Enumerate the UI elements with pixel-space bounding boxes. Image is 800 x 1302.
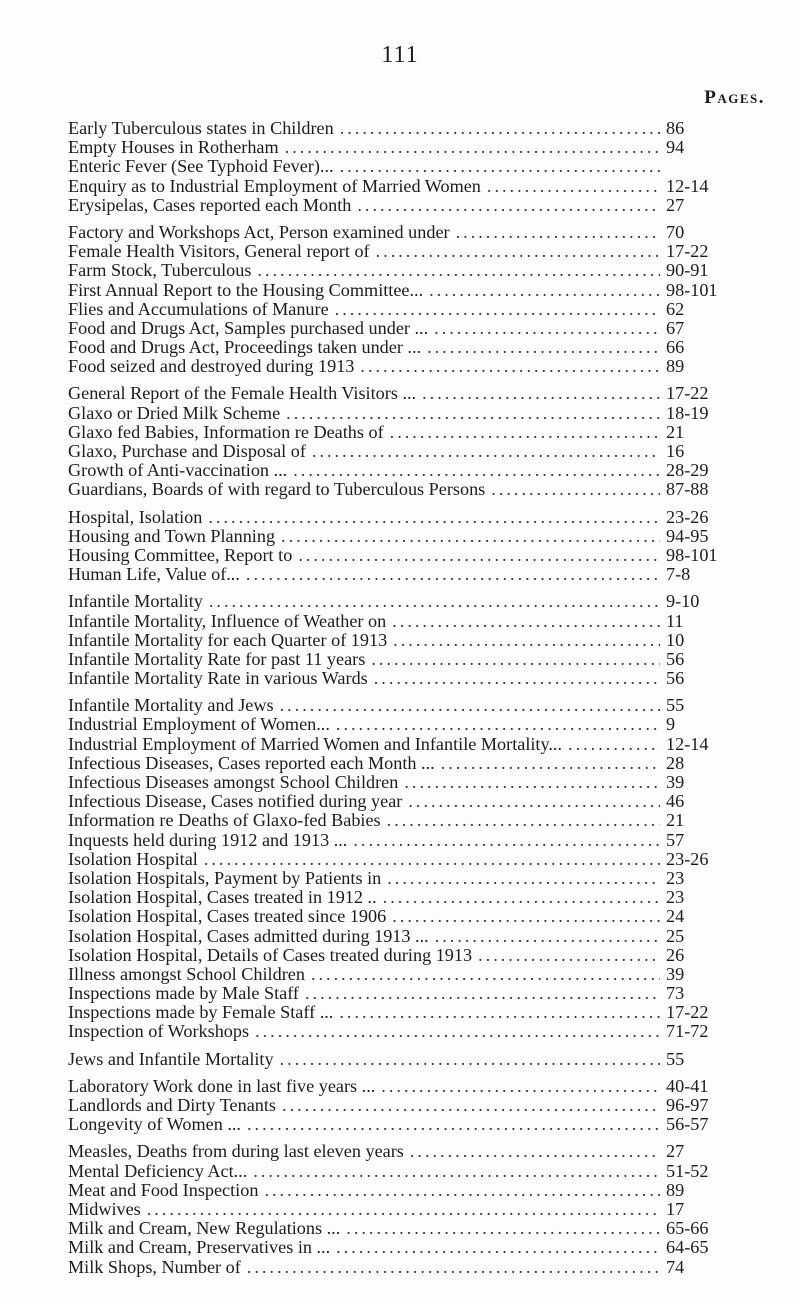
entry-pages: 18-19 (666, 402, 709, 423)
entry-title: Midwives (68, 1198, 141, 1219)
entry-title: Infectious Disease, Cases notified during year (68, 791, 403, 812)
entry-pages: 94 (666, 137, 685, 158)
entry-title: Glaxo fed Babies, Information re Deaths of (68, 421, 384, 442)
dot-leader (456, 223, 660, 242)
entry-pages: 62 (666, 298, 685, 319)
index-entry (68, 423, 740, 442)
dot-leader (387, 811, 660, 830)
entry-pages: 89 (666, 356, 685, 377)
dot-leader (312, 442, 660, 461)
index-entry (68, 1238, 740, 1257)
pages-column-header: Pages. (704, 87, 765, 108)
entry-pages: 17-22 (666, 241, 709, 262)
index-entry (68, 1077, 740, 1096)
entry-pages: 23 (666, 867, 685, 888)
entry-title: Human Life, Value of... (68, 564, 240, 585)
dot-leader (427, 338, 660, 357)
index-group (68, 592, 740, 688)
entry-pages: 17-22 (666, 1002, 709, 1023)
index-entry (68, 442, 740, 461)
dot-leader (404, 773, 660, 792)
dot-leader (392, 907, 660, 926)
index-entry (68, 650, 740, 669)
entry-title: Infantile Mortality and Jews (68, 695, 274, 716)
entry-title: Food and Drugs Act, Proceedings taken under ... (68, 337, 422, 358)
index-entry (68, 869, 740, 888)
index-entry (68, 1022, 740, 1041)
entry-pages: 71-72 (666, 1021, 709, 1042)
entry-title: Erysipelas, Cases reported each Month (68, 194, 352, 215)
index-entry (68, 138, 740, 157)
entry-pages: 56-57 (666, 1114, 709, 1135)
index-entry (68, 404, 740, 423)
index-entry (68, 1219, 740, 1238)
dot-leader (340, 157, 660, 176)
index-entry (68, 696, 740, 715)
entry-title: Jews and Infantile Mortality (68, 1048, 274, 1069)
dot-leader (383, 888, 660, 907)
index-list (68, 119, 740, 1285)
page-number: 111 (381, 42, 419, 68)
entry-title: Isolation Hospitals, Payment by Patients in (68, 867, 382, 888)
entry-pages: 12-14 (666, 175, 709, 196)
dot-leader (298, 546, 660, 565)
entry-title: Inspections made by Female Staff ... (68, 1002, 334, 1023)
entry-title: Housing Committee, Report to (68, 544, 293, 565)
dot-leader (487, 177, 660, 196)
entry-pages: 51-52 (666, 1160, 709, 1181)
dot-leader (257, 261, 660, 280)
dot-leader (357, 196, 660, 215)
entry-pages: 23 (666, 887, 685, 908)
entry-pages: 28-29 (666, 460, 709, 481)
dot-leader (410, 1142, 660, 1161)
index-entry (68, 811, 740, 830)
index-entry (68, 1003, 740, 1022)
entry-title: Glaxo or Dried Milk Scheme (68, 402, 281, 423)
index-entry (68, 1200, 740, 1219)
index-entry (68, 927, 740, 946)
entry-title: Farm Stock, Tuberculous (68, 260, 252, 281)
dot-leader (429, 281, 660, 300)
dot-leader (335, 300, 660, 319)
dot-leader (280, 696, 660, 715)
index-entry (68, 773, 740, 792)
entry-pages: 28 (666, 752, 685, 773)
entry-title: Milk and Cream, Preservatives in ... (68, 1237, 331, 1258)
dot-leader (264, 1181, 660, 1200)
entry-pages: 73 (666, 983, 685, 1004)
entry-pages: 25 (666, 925, 685, 946)
index-entry (68, 669, 740, 688)
entry-pages: 16 (666, 441, 685, 461)
entry-title: Landlords and Dirty Tenants (68, 1095, 277, 1115)
index-entry (68, 612, 740, 631)
entry-title: Infantile Mortality, Influence of Weather on (68, 610, 387, 631)
entry-title: Isolation Hospital, Details of Cases treated during 1913 (68, 944, 473, 965)
entry-title: Food seized and destroyed during 1913 (68, 356, 355, 377)
dot-leader (387, 869, 660, 888)
entry-pages: 96-97 (666, 1095, 709, 1115)
entry-pages: 26 (666, 944, 685, 965)
index-entry (68, 735, 740, 754)
index-entry (68, 715, 740, 734)
entry-pages: 9-10 (666, 591, 700, 612)
dot-leader (336, 1238, 660, 1257)
index-entry (68, 1142, 740, 1161)
index-entry (68, 338, 740, 357)
entry-title: Empty Houses in Rotherham (68, 137, 279, 158)
index-entry (68, 319, 740, 338)
entry-title: Inquests held during 1912 and 1913 ... (68, 829, 348, 850)
entry-title: First Annual Report to the Housing Committee... (68, 279, 424, 300)
entry-pages: 23-26 (666, 506, 709, 527)
index-group (68, 119, 740, 215)
entry-title: Illness amongst School Children (68, 963, 305, 984)
entry-pages: 66 (666, 337, 685, 358)
dot-leader (360, 357, 660, 376)
dot-leader (376, 242, 660, 261)
entry-title: Infantile Mortality Rate in various Wards (68, 668, 368, 689)
entry-title: Industrial Employment of Married Women and Infantile Mortality... (68, 733, 563, 754)
entry-pages: 86 (666, 118, 685, 138)
dot-leader (336, 715, 660, 734)
entry-title: Meat and Food Inspection (68, 1179, 259, 1200)
entry-pages: 21 (666, 810, 685, 831)
index-entry (68, 1181, 740, 1200)
index-entry (68, 242, 740, 261)
entry-title: Isolation Hospital (68, 848, 198, 869)
dot-leader (281, 527, 660, 546)
index-group (68, 384, 740, 499)
index-entry (68, 907, 740, 926)
entry-pages: 65-66 (666, 1218, 709, 1239)
entry-pages: 17-22 (666, 383, 709, 404)
index-entry (68, 888, 740, 907)
entry-pages: 24 (666, 906, 685, 927)
dot-leader (208, 508, 660, 527)
index-entry (68, 461, 740, 480)
entry-title: Guardians, Boards of with regard to Tuberculous Persons (68, 479, 486, 500)
entry-pages: 12-14 (666, 733, 709, 754)
dot-leader (285, 138, 660, 157)
entry-pages: 90-91 (666, 260, 709, 281)
entry-pages: 40-41 (666, 1075, 709, 1096)
dot-leader (209, 592, 660, 611)
dot-leader (339, 1003, 660, 1022)
index-group (68, 1077, 740, 1135)
entry-title: Industrial Employment of Women... (68, 714, 330, 735)
entry-pages: 56 (666, 648, 685, 669)
index-entry (68, 1162, 740, 1181)
entry-title: Enquiry as to Industrial Employment of Married Women (68, 175, 481, 196)
index-entry (68, 965, 740, 984)
entry-pages: 94-95 (666, 525, 709, 546)
entry-title: Laboratory Work done in last five years ... (68, 1075, 376, 1096)
entry-pages: 98-101 (666, 544, 718, 565)
dot-leader (311, 965, 660, 984)
dot-leader (255, 1022, 660, 1041)
entry-title: Inspections made by Male Staff (68, 983, 299, 1004)
entry-title: Infectious Diseases amongst School Children (68, 772, 399, 792)
dot-leader (246, 565, 660, 584)
entry-pages: 74 (666, 1256, 685, 1277)
entry-title: Isolation Hospital, Cases admitted during 1913 ... (68, 925, 429, 946)
entry-pages: 87-88 (666, 479, 709, 500)
entry-pages: 67 (666, 317, 685, 338)
entry-title: General Report of the Female Health Visitors ... (68, 383, 417, 404)
index-entry (68, 223, 740, 242)
entry-pages: 56 (666, 668, 685, 689)
index-entry (68, 480, 740, 499)
index-group (68, 1142, 740, 1276)
entry-title: Isolation Hospital, Cases treated in 1912 .. (68, 887, 377, 908)
entry-title: Milk and Cream, New Regulations ... (68, 1218, 341, 1239)
index-entry (68, 565, 740, 584)
dot-leader (393, 631, 660, 650)
entry-title: Infectious Diseases, Cases reported each Month ... (68, 752, 435, 773)
dot-leader (280, 1050, 660, 1069)
dot-leader (491, 480, 660, 499)
index-entry (68, 1115, 740, 1134)
entry-title: Information re Deaths of Glaxo-fed Babies (68, 810, 381, 831)
dot-leader (374, 669, 660, 688)
entry-title: Female Health Visitors, General report of (68, 241, 370, 262)
entry-title: Measles, Deaths from during last eleven years (68, 1141, 404, 1162)
index-entry (68, 792, 740, 811)
index-entry (68, 157, 740, 176)
dot-leader (381, 1077, 660, 1096)
dot-leader (305, 984, 660, 1003)
index-entry (68, 984, 740, 1003)
dot-leader (422, 384, 660, 403)
dot-leader (392, 612, 660, 631)
dot-leader (293, 461, 660, 480)
dot-leader (478, 946, 660, 965)
dot-leader (408, 792, 660, 811)
dot-leader (247, 1115, 660, 1134)
entry-title: Early Tuberculous states in Children (68, 118, 334, 138)
entry-title: Growth of Anti-vaccination ... (68, 460, 288, 481)
dot-leader (390, 423, 660, 442)
index-entry (68, 119, 740, 138)
entry-title: Hospital, Isolation (68, 506, 203, 527)
entry-pages: 9 (666, 714, 676, 735)
dot-leader (434, 319, 660, 338)
index-entry (68, 196, 740, 215)
entry-title: Mental Deficiency Act... (68, 1160, 248, 1181)
entry-title: Milk Shops, Number of (68, 1256, 241, 1277)
entry-title: Glaxo, Purchase and Disposal of (68, 441, 306, 461)
dot-leader (346, 1219, 660, 1238)
index-entry (68, 546, 740, 565)
index-group (68, 223, 740, 377)
entry-pages: 98-101 (666, 279, 718, 300)
index-entry (68, 946, 740, 965)
entry-pages: 10 (666, 629, 685, 650)
index-entry (68, 261, 740, 280)
entry-title: Longevity of Women ... (68, 1114, 241, 1135)
index-entry (68, 592, 740, 611)
index-entry (68, 1050, 740, 1069)
index-entry (68, 631, 740, 650)
index-group (68, 696, 740, 1041)
dot-leader (253, 1162, 660, 1181)
entry-pages: 27 (666, 194, 685, 215)
entry-pages: 46 (666, 791, 685, 812)
dot-leader (441, 754, 660, 773)
index-group (68, 508, 740, 585)
index-entry (68, 508, 740, 527)
entry-pages: 64-65 (666, 1237, 709, 1258)
dot-leader (353, 831, 660, 850)
entry-title: Infantile Mortality (68, 591, 203, 612)
dot-leader (435, 927, 660, 946)
entry-title: Infantile Mortality Rate for past 11 years (68, 648, 366, 669)
dot-leader (568, 735, 660, 754)
entry-title: Flies and Accumulations of Manure (68, 298, 329, 319)
index-entry (68, 1096, 740, 1115)
entry-pages: 55 (666, 1048, 685, 1069)
entry-pages: 27 (666, 1141, 685, 1162)
index-entry (68, 281, 740, 300)
dot-leader (371, 650, 660, 669)
entry-title: Infantile Mortality for each Quarter of 1913 (68, 629, 388, 650)
entry-pages: 57 (666, 829, 685, 850)
entry-pages: 39 (666, 772, 685, 792)
entry-pages: 7-8 (666, 564, 691, 585)
index-entry (68, 1258, 740, 1277)
index-entry (68, 850, 740, 869)
index-group (68, 1050, 740, 1069)
entry-title: Food and Drugs Act, Samples purchased under ... (68, 317, 429, 338)
dot-leader (282, 1096, 660, 1115)
index-entry (68, 357, 740, 376)
dot-leader (340, 119, 660, 138)
index-entry (68, 831, 740, 850)
entry-title: Inspection of Workshops (68, 1021, 250, 1042)
entry-pages: 89 (666, 1179, 685, 1200)
index-entry (68, 754, 740, 773)
dot-leader (204, 850, 660, 869)
dot-leader (247, 1258, 660, 1277)
entry-title: Housing and Town Planning (68, 525, 276, 546)
index-entry (68, 300, 740, 319)
dot-leader (147, 1200, 660, 1219)
dot-leader (286, 404, 660, 423)
entry-title: Isolation Hospital, Cases treated since 1906 (68, 906, 387, 927)
entry-pages: 39 (666, 963, 685, 984)
entry-pages: 55 (666, 695, 685, 716)
entry-pages: 17 (666, 1198, 685, 1219)
entry-pages: 11 (666, 610, 684, 631)
entry-pages: 23-26 (666, 848, 709, 869)
entry-title: Enteric Fever (See Typhoid Fever)... (68, 156, 334, 177)
entry-title: Factory and Workshops Act, Person examined under (68, 221, 450, 242)
entry-pages: 70 (666, 221, 685, 242)
entry-pages: 21 (666, 421, 685, 442)
index-entry (68, 527, 740, 546)
index-entry (68, 177, 740, 196)
index-entry (68, 384, 740, 403)
